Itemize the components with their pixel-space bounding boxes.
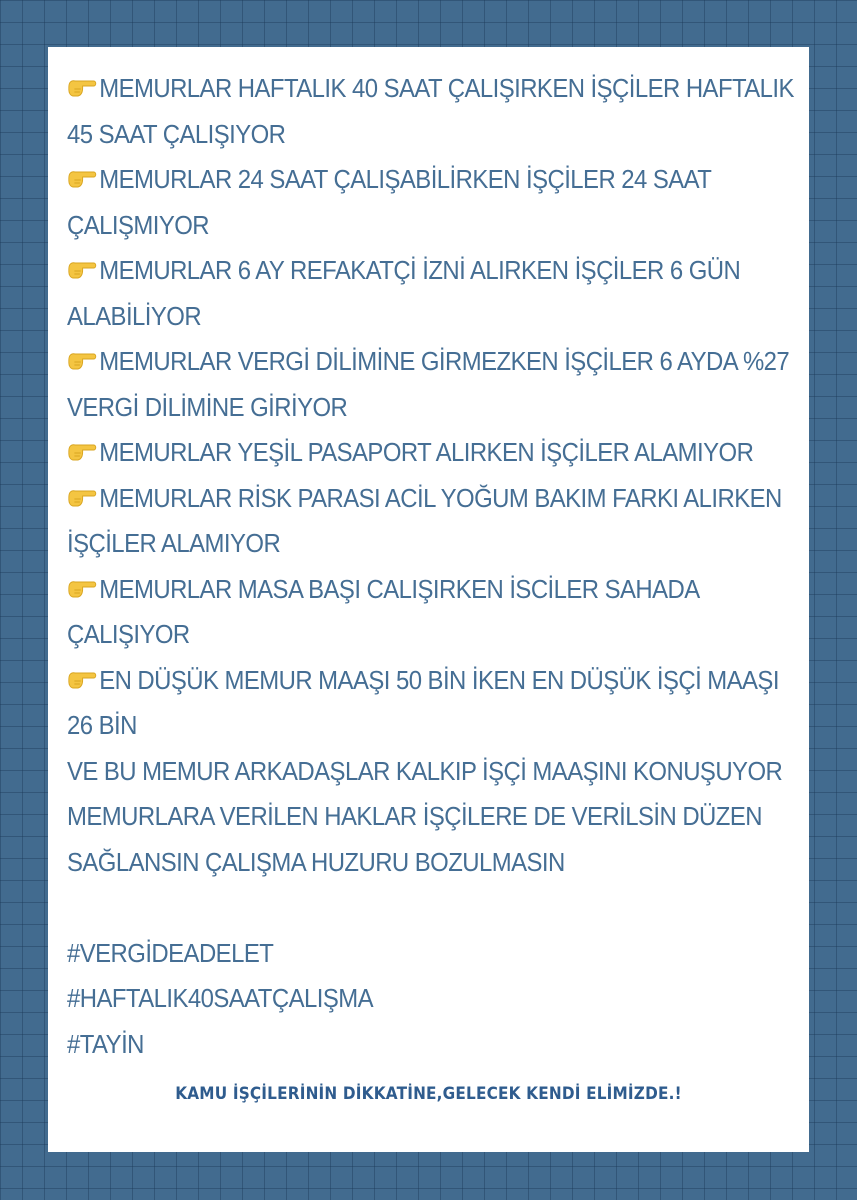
statement-text: MEMURLAR VERGİ DİLİMİNE GİRMEZKEN İŞÇİLER 6 AYDA %27 VERGİ DİLİMİNE GİRİYOR <box>67 346 790 422</box>
statement-row <box>67 476 795 567</box>
statement-row <box>67 339 795 430</box>
backhand-index-pointing-right-icon <box>67 577 97 601</box>
backhand-index-pointing-right-icon <box>67 349 97 373</box>
statement-text: EN DÜŞÜK MEMUR MAAŞI 50 BİN İKEN EN DÜŞÜK İŞÇİ MAAŞI 26 BİN <box>67 664 779 740</box>
statement-row <box>67 567 795 658</box>
statement-row <box>67 66 795 157</box>
spacer <box>67 885 795 931</box>
hashtag: #VERGİDEADELET <box>67 937 274 968</box>
statement-row <box>67 430 795 476</box>
statement-row <box>67 658 795 749</box>
statement-text: MEMURLAR 24 SAAT ÇALIŞABİLİRKEN İŞÇİLER 24 SAAT ÇALIŞMIYOR <box>67 164 711 240</box>
backhand-index-pointing-right-icon <box>67 668 97 692</box>
poster-content <box>67 66 795 1067</box>
statement-text: MEMURLAR MASA BAŞI CALIŞIRKEN İSCİLER SAHADA ÇALIŞIYOR <box>67 573 699 649</box>
closing-line: MEMURLARA VERİLEN HAKLAR İŞÇİLERE DE VERİLSİN DÜZEN SAĞLANSIN ÇALIŞMA HUZURU BOZULMASIN <box>67 801 762 877</box>
backhand-index-pointing-right-icon <box>67 486 97 510</box>
statement-text: MEMURLAR 6 AY REFAKATÇİ İZNİ ALIRKEN İŞÇİLER 6 GÜN ALABİLİYOR <box>67 255 741 331</box>
statement-row <box>67 248 795 339</box>
statement-text: MEMURLAR HAFTALIK 40 SAAT ÇALIŞIRKEN İŞÇİLER HAFTALIK 45 SAAT ÇALIŞIYOR <box>67 73 794 149</box>
footer-slogan: KAMU İŞÇİLERİNİN DİKKATİNE,GELECEK KENDİ ELİMİZDE.! <box>175 1084 682 1104</box>
closing-line: VE BU MEMUR ARKADAŞLAR KALKIP İŞÇİ MAAŞINI KONUŞUYOR <box>67 755 783 786</box>
backhand-index-pointing-right-icon <box>67 258 97 282</box>
backhand-index-pointing-right-icon <box>67 167 97 191</box>
statement-text: MEMURLAR YEŞİL PASAPORT ALIRKEN İŞÇİLER ALAMIYOR <box>99 437 754 467</box>
backhand-index-pointing-right-icon <box>67 440 97 464</box>
hashtag: #HAFTALIK40SAATÇALIŞMA <box>67 983 374 1013</box>
statement-text: MEMURLAR RİSK PARASI ACİL YOĞUM BAKIM FARKI ALIRKEN İŞÇİLER ALAMIYOR <box>67 482 782 558</box>
statement-row <box>67 157 795 248</box>
hashtag: #TAYİN <box>67 1028 144 1059</box>
poster-card <box>48 47 809 1152</box>
backhand-index-pointing-right-icon <box>67 76 97 100</box>
